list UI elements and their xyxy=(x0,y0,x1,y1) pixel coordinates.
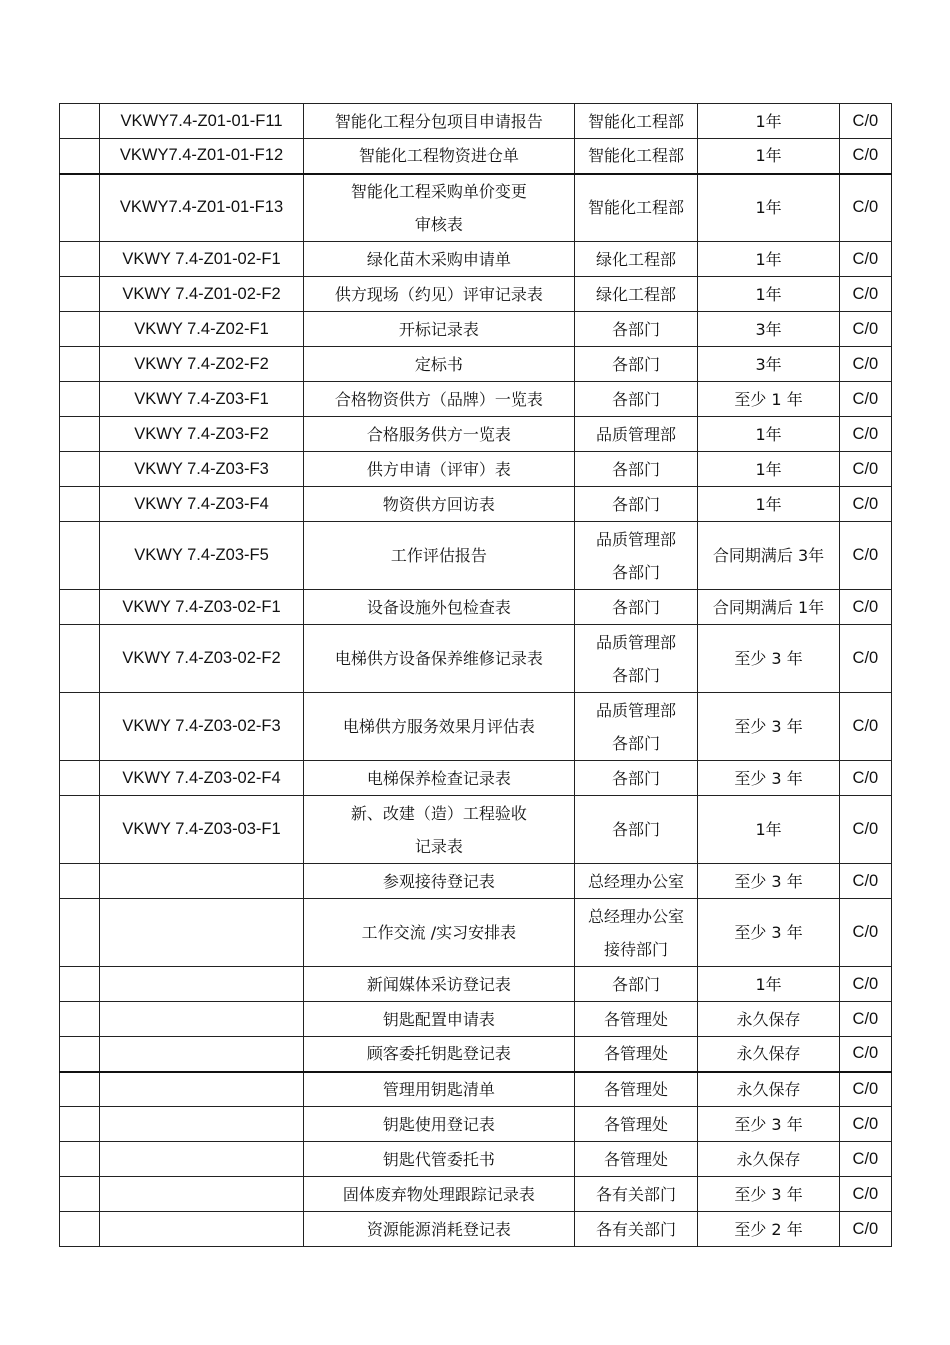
table-row xyxy=(60,417,892,452)
department-cell: 各部门 xyxy=(574,967,697,1002)
table-row xyxy=(60,1212,892,1247)
record-code-cell: VKWY 7.4-Z03-F5 xyxy=(100,522,304,590)
record-name-cell: 智能化工程采购单价变更 审核表 xyxy=(303,174,574,242)
retention-period-cell: 1年 xyxy=(698,967,840,1002)
record-name-cell: 智能化工程物资进仓单 xyxy=(303,139,574,174)
row-blank-cell xyxy=(60,522,100,590)
record-code-cell xyxy=(100,1142,304,1177)
table-row xyxy=(60,139,892,174)
storage-code-cell: C/0 xyxy=(839,522,891,590)
storage-code-cell: C/0 xyxy=(839,899,891,967)
retention-period-cell: 至少 3 年 xyxy=(698,1177,840,1212)
row-blank-cell xyxy=(60,1002,100,1037)
record-code-cell: VKWY 7.4-Z01-02-F2 xyxy=(100,277,304,312)
row-blank-cell xyxy=(60,487,100,522)
record-code-cell xyxy=(100,1002,304,1037)
department-cell: 智能化工程部 xyxy=(574,139,697,174)
storage-code-cell: C/0 xyxy=(839,1142,891,1177)
department-cell: 绿化工程部 xyxy=(574,242,697,277)
record-name-cell: 新闻媒体采访登记表 xyxy=(303,967,574,1002)
record-code-cell xyxy=(100,1107,304,1142)
table-row xyxy=(60,967,892,1002)
table-row xyxy=(60,796,892,864)
record-code-cell: VKWY 7.4-Z03-F3 xyxy=(100,452,304,487)
table-row xyxy=(60,1002,892,1037)
row-blank-cell xyxy=(60,1037,100,1072)
record-name-cell: 顾客委托钥匙登记表 xyxy=(303,1037,574,1072)
table-row xyxy=(60,522,892,590)
table-row xyxy=(60,104,892,139)
storage-code-cell: C/0 xyxy=(839,625,891,693)
storage-code-cell: C/0 xyxy=(839,174,891,242)
retention-period-cell: 至少 3 年 xyxy=(698,693,840,761)
retention-period-cell: 1年 xyxy=(698,796,840,864)
retention-period-cell: 1年 xyxy=(698,487,840,522)
record-name-cell: 物资供方回访表 xyxy=(303,487,574,522)
retention-period-cell: 1年 xyxy=(698,452,840,487)
storage-code-cell: C/0 xyxy=(839,487,891,522)
row-blank-cell xyxy=(60,796,100,864)
row-blank-cell xyxy=(60,347,100,382)
retention-period-cell: 1年 xyxy=(698,174,840,242)
table-row xyxy=(60,899,892,967)
row-blank-cell xyxy=(60,139,100,174)
department-cell: 各部门 xyxy=(574,312,697,347)
storage-code-cell: C/0 xyxy=(839,417,891,452)
department-cell: 品质管理部 各部门 xyxy=(574,522,697,590)
record-code-cell: VKWY 7.4-Z03-02-F4 xyxy=(100,761,304,796)
record-name-cell: 固体废弃物处理跟踪记录表 xyxy=(303,1177,574,1212)
row-blank-cell xyxy=(60,1212,100,1247)
department-cell: 各部门 xyxy=(574,487,697,522)
storage-code-cell: C/0 xyxy=(839,761,891,796)
department-cell: 总经理办公室 xyxy=(574,864,697,899)
record-name-cell: 资源能源消耗登记表 xyxy=(303,1212,574,1247)
record-code-cell xyxy=(100,899,304,967)
record-code-cell xyxy=(100,1212,304,1247)
storage-code-cell: C/0 xyxy=(839,1212,891,1247)
department-cell: 各部门 xyxy=(574,347,697,382)
storage-code-cell: C/0 xyxy=(839,139,891,174)
record-name-cell: 电梯保养检查记录表 xyxy=(303,761,574,796)
department-cell: 各管理处 xyxy=(574,1037,697,1072)
storage-code-cell: C/0 xyxy=(839,967,891,1002)
storage-code-cell: C/0 xyxy=(839,796,891,864)
row-blank-cell xyxy=(60,1142,100,1177)
row-blank-cell xyxy=(60,864,100,899)
record-name-cell: 合格物资供方（品牌）一览表 xyxy=(303,382,574,417)
record-name-cell: 供方现场（约见）评审记录表 xyxy=(303,277,574,312)
storage-code-cell: C/0 xyxy=(839,312,891,347)
row-blank-cell xyxy=(60,693,100,761)
retention-period-cell: 1年 xyxy=(698,277,840,312)
table-row xyxy=(60,382,892,417)
row-blank-cell xyxy=(60,452,100,487)
table-row xyxy=(60,242,892,277)
storage-code-cell: C/0 xyxy=(839,693,891,761)
record-code-cell: VKWY7.4-Z01-01-F12 xyxy=(100,139,304,174)
row-blank-cell xyxy=(60,590,100,625)
record-code-cell: VKWY 7.4-Z03-02-F1 xyxy=(100,590,304,625)
department-cell: 各部门 xyxy=(574,796,697,864)
department-cell: 各部门 xyxy=(574,452,697,487)
table-row xyxy=(60,1177,892,1212)
row-blank-cell xyxy=(60,242,100,277)
department-cell: 品质管理部 xyxy=(574,417,697,452)
record-name-cell: 管理用钥匙清单 xyxy=(303,1072,574,1107)
storage-code-cell: C/0 xyxy=(839,382,891,417)
storage-code-cell: C/0 xyxy=(839,1107,891,1142)
retention-period-cell: 永久保存 xyxy=(698,1142,840,1177)
retention-period-cell: 1年 xyxy=(698,242,840,277)
record-code-cell xyxy=(100,864,304,899)
row-blank-cell xyxy=(60,1072,100,1107)
record-name-cell: 智能化工程分包项目申请报告 xyxy=(303,104,574,139)
retention-period-cell: 1年 xyxy=(698,139,840,174)
retention-period-cell: 至少 3 年 xyxy=(698,899,840,967)
table-row xyxy=(60,1142,892,1177)
department-cell: 各部门 xyxy=(574,761,697,796)
table-row xyxy=(60,590,892,625)
table-row xyxy=(60,277,892,312)
row-blank-cell xyxy=(60,1177,100,1212)
table-row xyxy=(60,1072,892,1107)
table-row xyxy=(60,625,892,693)
records-table xyxy=(59,103,892,1247)
storage-code-cell: C/0 xyxy=(839,864,891,899)
record-code-cell: VKWY 7.4-Z02-F1 xyxy=(100,312,304,347)
record-code-cell: VKWY 7.4-Z03-F4 xyxy=(100,487,304,522)
table-row xyxy=(60,347,892,382)
record-code-cell: VKWY 7.4-Z02-F2 xyxy=(100,347,304,382)
table-row xyxy=(60,1107,892,1142)
record-name-cell: 绿化苗木采购申请单 xyxy=(303,242,574,277)
storage-code-cell: C/0 xyxy=(839,242,891,277)
record-name-cell: 供方申请（评审）表 xyxy=(303,452,574,487)
department-cell: 各部门 xyxy=(574,382,697,417)
storage-code-cell: C/0 xyxy=(839,1002,891,1037)
retention-period-cell: 合同期满后 3年 xyxy=(698,522,840,590)
department-cell: 各管理处 xyxy=(574,1142,697,1177)
storage-code-cell: C/0 xyxy=(839,590,891,625)
row-blank-cell xyxy=(60,761,100,796)
table-row xyxy=(60,452,892,487)
department-cell: 各管理处 xyxy=(574,1072,697,1107)
storage-code-cell: C/0 xyxy=(839,104,891,139)
record-code-cell: VKWY 7.4-Z03-03-F1 xyxy=(100,796,304,864)
record-name-cell: 设备设施外包检查表 xyxy=(303,590,574,625)
retention-period-cell: 3年 xyxy=(698,347,840,382)
record-name-cell: 钥匙配置申请表 xyxy=(303,1002,574,1037)
storage-code-cell: C/0 xyxy=(839,277,891,312)
department-cell: 绿化工程部 xyxy=(574,277,697,312)
storage-code-cell: C/0 xyxy=(839,1072,891,1107)
record-code-cell: VKWY 7.4-Z03-F1 xyxy=(100,382,304,417)
record-code-cell: VKWY 7.4-Z03-02-F3 xyxy=(100,693,304,761)
record-code-cell xyxy=(100,967,304,1002)
row-blank-cell xyxy=(60,417,100,452)
record-code-cell: VKWY 7.4-Z03-F2 xyxy=(100,417,304,452)
row-blank-cell xyxy=(60,382,100,417)
department-cell: 各有关部门 xyxy=(574,1212,697,1247)
department-cell: 各管理处 xyxy=(574,1107,697,1142)
record-name-cell: 开标记录表 xyxy=(303,312,574,347)
department-cell: 智能化工程部 xyxy=(574,174,697,242)
department-cell: 品质管理部 各部门 xyxy=(574,693,697,761)
record-name-cell: 参观接待登记表 xyxy=(303,864,574,899)
row-blank-cell xyxy=(60,967,100,1002)
table-row xyxy=(60,864,892,899)
department-cell: 各有关部门 xyxy=(574,1177,697,1212)
record-name-cell: 电梯供方设备保养维修记录表 xyxy=(303,625,574,693)
record-name-cell: 电梯供方服务效果月评估表 xyxy=(303,693,574,761)
retention-period-cell: 至少 3 年 xyxy=(698,864,840,899)
record-name-cell: 定标书 xyxy=(303,347,574,382)
record-name-cell: 工作评估报告 xyxy=(303,522,574,590)
record-code-cell xyxy=(100,1037,304,1072)
department-cell: 各部门 xyxy=(574,590,697,625)
table-row xyxy=(60,487,892,522)
records-table-body xyxy=(60,104,892,1247)
storage-code-cell: C/0 xyxy=(839,452,891,487)
table-row xyxy=(60,761,892,796)
retention-period-cell: 永久保存 xyxy=(698,1037,840,1072)
record-code-cell: VKWY7.4-Z01-01-F11 xyxy=(100,104,304,139)
retention-period-cell: 至少 2 年 xyxy=(698,1212,840,1247)
row-blank-cell xyxy=(60,277,100,312)
record-code-cell: VKWY7.4-Z01-01-F13 xyxy=(100,174,304,242)
retention-period-cell: 1年 xyxy=(698,104,840,139)
table-row xyxy=(60,312,892,347)
retention-period-cell: 至少 1 年 xyxy=(698,382,840,417)
record-name-cell: 合格服务供方一览表 xyxy=(303,417,574,452)
department-cell: 品质管理部 各部门 xyxy=(574,625,697,693)
retention-period-cell: 永久保存 xyxy=(698,1002,840,1037)
storage-code-cell: C/0 xyxy=(839,347,891,382)
record-name-cell: 钥匙代管委托书 xyxy=(303,1142,574,1177)
retention-period-cell: 至少 3 年 xyxy=(698,625,840,693)
record-code-cell: VKWY 7.4-Z01-02-F1 xyxy=(100,242,304,277)
record-name-cell: 新、改建（造）工程验收 记录表 xyxy=(303,796,574,864)
table-row xyxy=(60,1037,892,1072)
record-code-cell xyxy=(100,1072,304,1107)
row-blank-cell xyxy=(60,174,100,242)
table-row xyxy=(60,693,892,761)
storage-code-cell: C/0 xyxy=(839,1177,891,1212)
table-row xyxy=(60,174,892,242)
record-name-cell: 工作交流 /实习安排表 xyxy=(303,899,574,967)
row-blank-cell xyxy=(60,625,100,693)
row-blank-cell xyxy=(60,899,100,967)
retention-period-cell: 至少 3 年 xyxy=(698,1107,840,1142)
department-cell: 各管理处 xyxy=(574,1002,697,1037)
retention-period-cell: 永久保存 xyxy=(698,1072,840,1107)
record-name-cell: 钥匙使用登记表 xyxy=(303,1107,574,1142)
row-blank-cell xyxy=(60,312,100,347)
row-blank-cell xyxy=(60,104,100,139)
retention-period-cell: 1年 xyxy=(698,417,840,452)
record-code-cell xyxy=(100,1177,304,1212)
department-cell: 总经理办公室 接待部门 xyxy=(574,899,697,967)
record-code-cell: VKWY 7.4-Z03-02-F2 xyxy=(100,625,304,693)
retention-period-cell: 合同期满后 1年 xyxy=(698,590,840,625)
storage-code-cell: C/0 xyxy=(839,1037,891,1072)
retention-period-cell: 3年 xyxy=(698,312,840,347)
department-cell: 智能化工程部 xyxy=(574,104,697,139)
retention-period-cell: 至少 3 年 xyxy=(698,761,840,796)
row-blank-cell xyxy=(60,1107,100,1142)
